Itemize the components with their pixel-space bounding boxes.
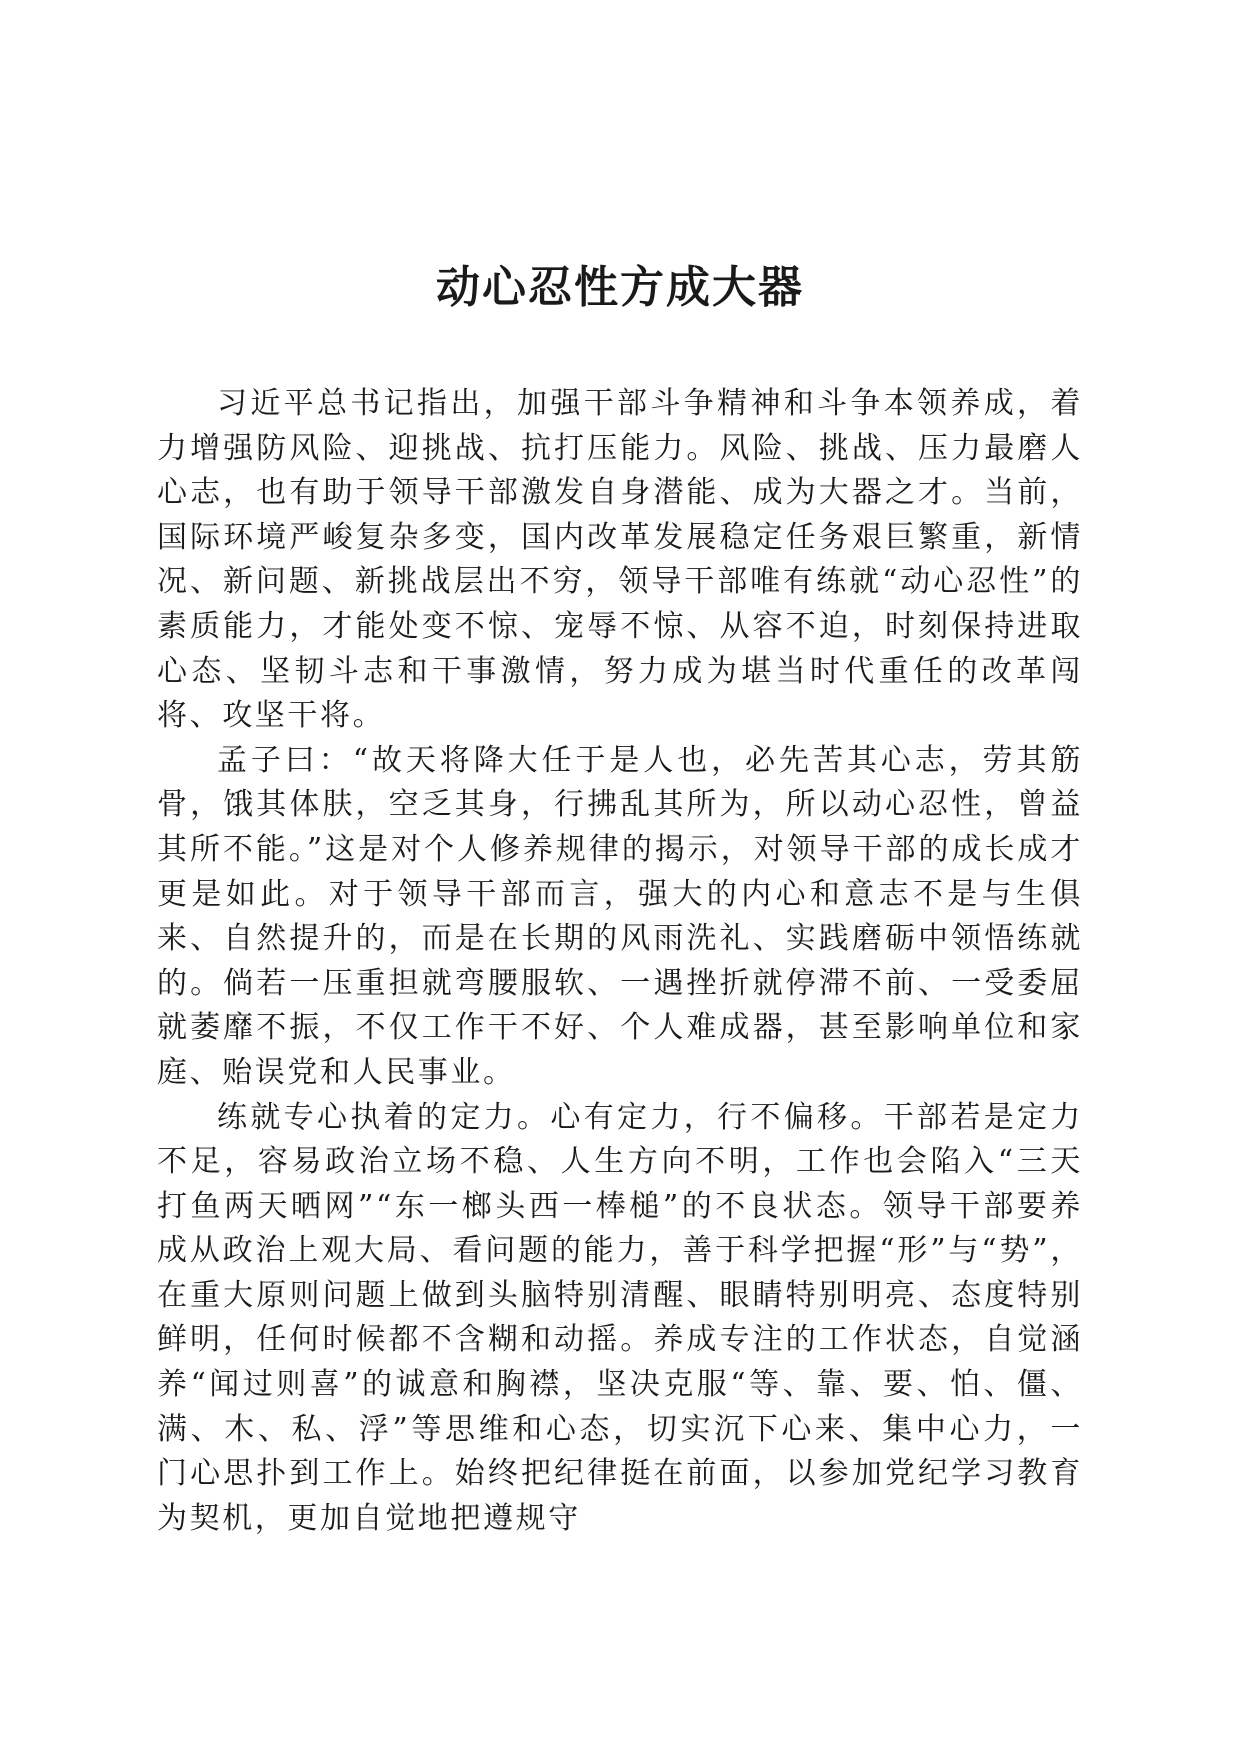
- paragraph-2: 孟子曰：“故天将降大任于是人也，必先苦其心志，劳其筋骨，饿其体肤，空乏其身，行拂乱其所为，所以动心忍性，曾益其所不能。”这是对个人修养规律的揭示，对领导干部的成长成才更是如此。对于领导干部而言，强大的内心和意志不是与生俱来、自然提升的，而是在长期的风雨洗礼、实践磨砺中领悟练就的。倘若一压重担就弯腰服软、一遇挫折就停滞不前、一受委屈就萎靡不振，不仅工作干不好、个人难成器，甚至影响单位和家庭、贻误党和人民事业。: [157, 742, 1083, 1090]
- paragraph-3: 练就专心执着的定力。心有定力，行不偏移。干部若是定力不足，容易政治立场不稳、人生方向不明，工作也会陷入“三天打鱼两天晒网”“东一榔头西一棒槌”的不良状态。领导干部要养成从政治上观大局、看问题的能力，善于科学把握“形”与“势”，在重大原则问题上做到头脑特别清醒、眼睛特别明亮、态度特别鲜明，任何时候都不含糊和动摇。养成专注的工作状态，自觉涵养“闻过则喜”的诚意和胸襟，坚决克服“等、靠、要、怕、僵、满、木、私、浮”等思维和心态，切实沉下心来、集中心力，一门心思扑到工作上。始终把纪律挺在前面，以参加党纪学习教育为契机，更加自觉地把遵规守: [157, 1099, 1083, 1536]
- paragraph-1: 习近平总书记指出，加强干部斗争精神和斗争本领养成，着力增强防风险、迎挑战、抗打压能力。风险、挑战、压力最磨人心志，也有助于领导干部激发自身潜能、成为大器之才。当前，国际环境严峻复杂多变，国内改革发展稳定任务艰巨繁重，新情况、新问题、新挑战层出不穷，领导干部唯有练就“动心忍性”的素质能力，才能处变不惊、宠辱不惊、从容不迫，时刻保持进取心态、坚韧斗志和干事激情，努力成为堪当时代重任的改革闯将、攻坚干将。: [157, 386, 1083, 734]
- document-body: [157, 382, 1083, 1541]
- document-title: 动心忍性方成大器: [436, 262, 804, 313]
